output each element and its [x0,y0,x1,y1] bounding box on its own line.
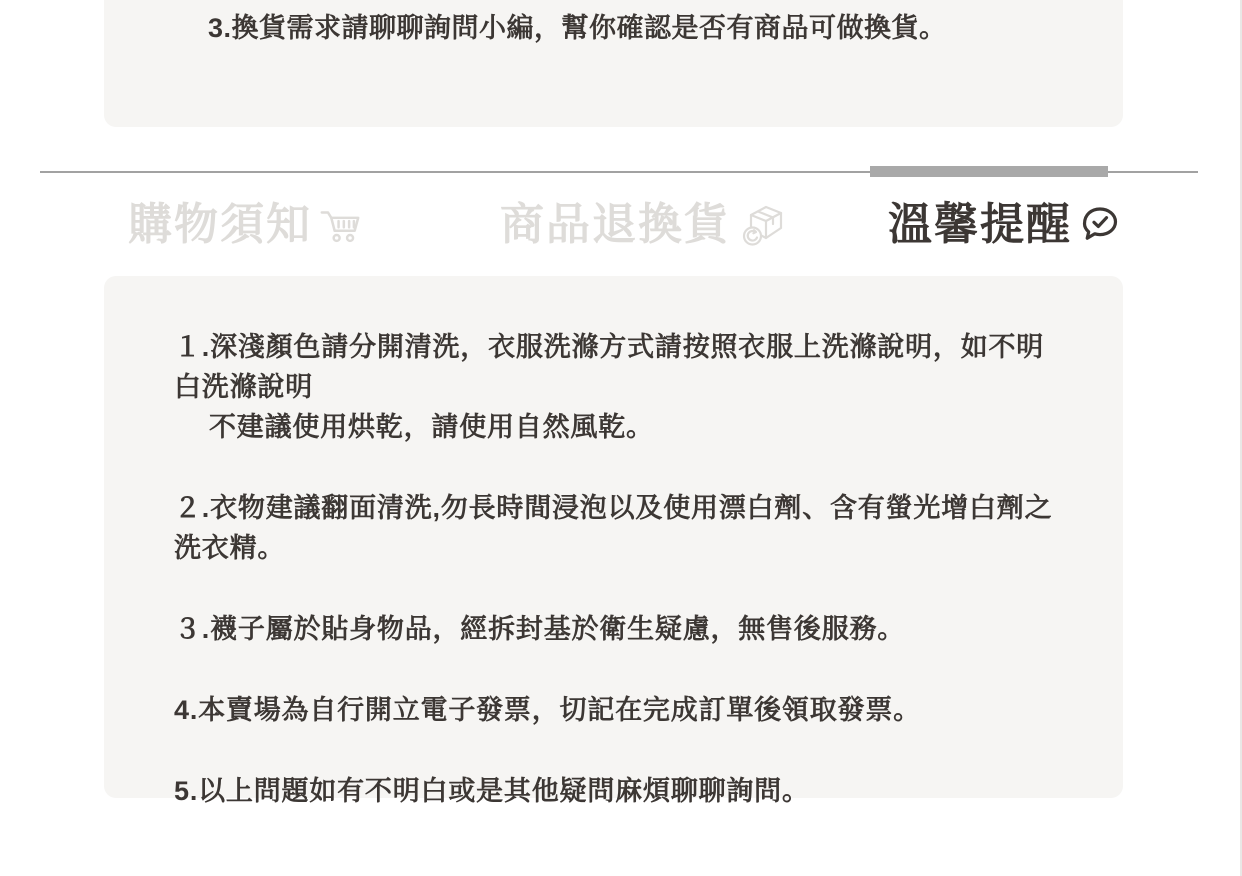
previous-notice-text: 3.換貨需求請聊聊詢問小編，幫你確認是否有商品可做換貨。 [208,13,947,43]
reminder-item-1-line-1 [174,327,1065,407]
reminder-item-3-text: 襪子屬於貼身物品，經拆封基於衛生疑慮，無售後服務。 [210,614,906,644]
reminder-card [104,276,1123,806]
tab-friendly-reminder-label: 溫馨提醒 [888,200,1072,249]
previous-notice-card [104,0,1123,127]
reminder-item-4 [174,690,1065,730]
reminder-item-4-line-1 [174,690,1065,730]
reminder-item-3-number: ３. [174,614,211,644]
reminder-item-5-text: 以上問題如有不明白或是其他疑問麻煩聊聊詢問。 [198,776,810,806]
tab-returns-exchanges-label: 商品退換貨 [500,200,730,249]
tab-shopping-notice-label: 購物須知 [128,200,312,249]
reminder-item-1-text: 深淺顏色請分開清洗，衣服洗滌方式請按照衣服上洗滌說明，如不明白洗滌說明 [174,332,1045,402]
reminder-item-5-line-1 [174,771,1065,811]
reminder-item-1-number: １. [174,332,211,362]
reminder-item-2-text: 衣物建議翻面清洗,勿長時間浸泡以及使用漂白劑、含有螢光增白劑之洗衣精。 [174,493,1053,563]
chat-check-icon [1077,203,1121,247]
reminder-item-4-number: 4. [174,695,199,725]
reminder-item-1 [174,327,1065,447]
reminder-item-3-line-1 [174,609,1065,649]
tab-returns-exchanges[interactable] [500,197,791,253]
tab-shopping-notice[interactable] [128,197,363,253]
reminder-item-2-number: ２. [174,493,211,523]
reminder-item-4-text: 本賣場為自行開立電子發票，切記在完成訂單後領取發票。 [198,695,921,725]
reminder-item-2-line-1 [174,488,1065,568]
tab-friendly-reminder[interactable] [888,197,1121,253]
reminder-item-2 [174,488,1065,568]
reminder-item-5 [174,771,1065,811]
active-tab-indicator [870,166,1108,177]
reminder-item-1-line-2: 不建議使用烘乾，請使用自然風乾。 [209,412,654,442]
reminder-item-3 [174,609,1065,649]
package-return-icon [735,197,791,253]
shopping-cart-icon [317,202,363,248]
reminder-item-5-number: 5. [174,776,199,806]
